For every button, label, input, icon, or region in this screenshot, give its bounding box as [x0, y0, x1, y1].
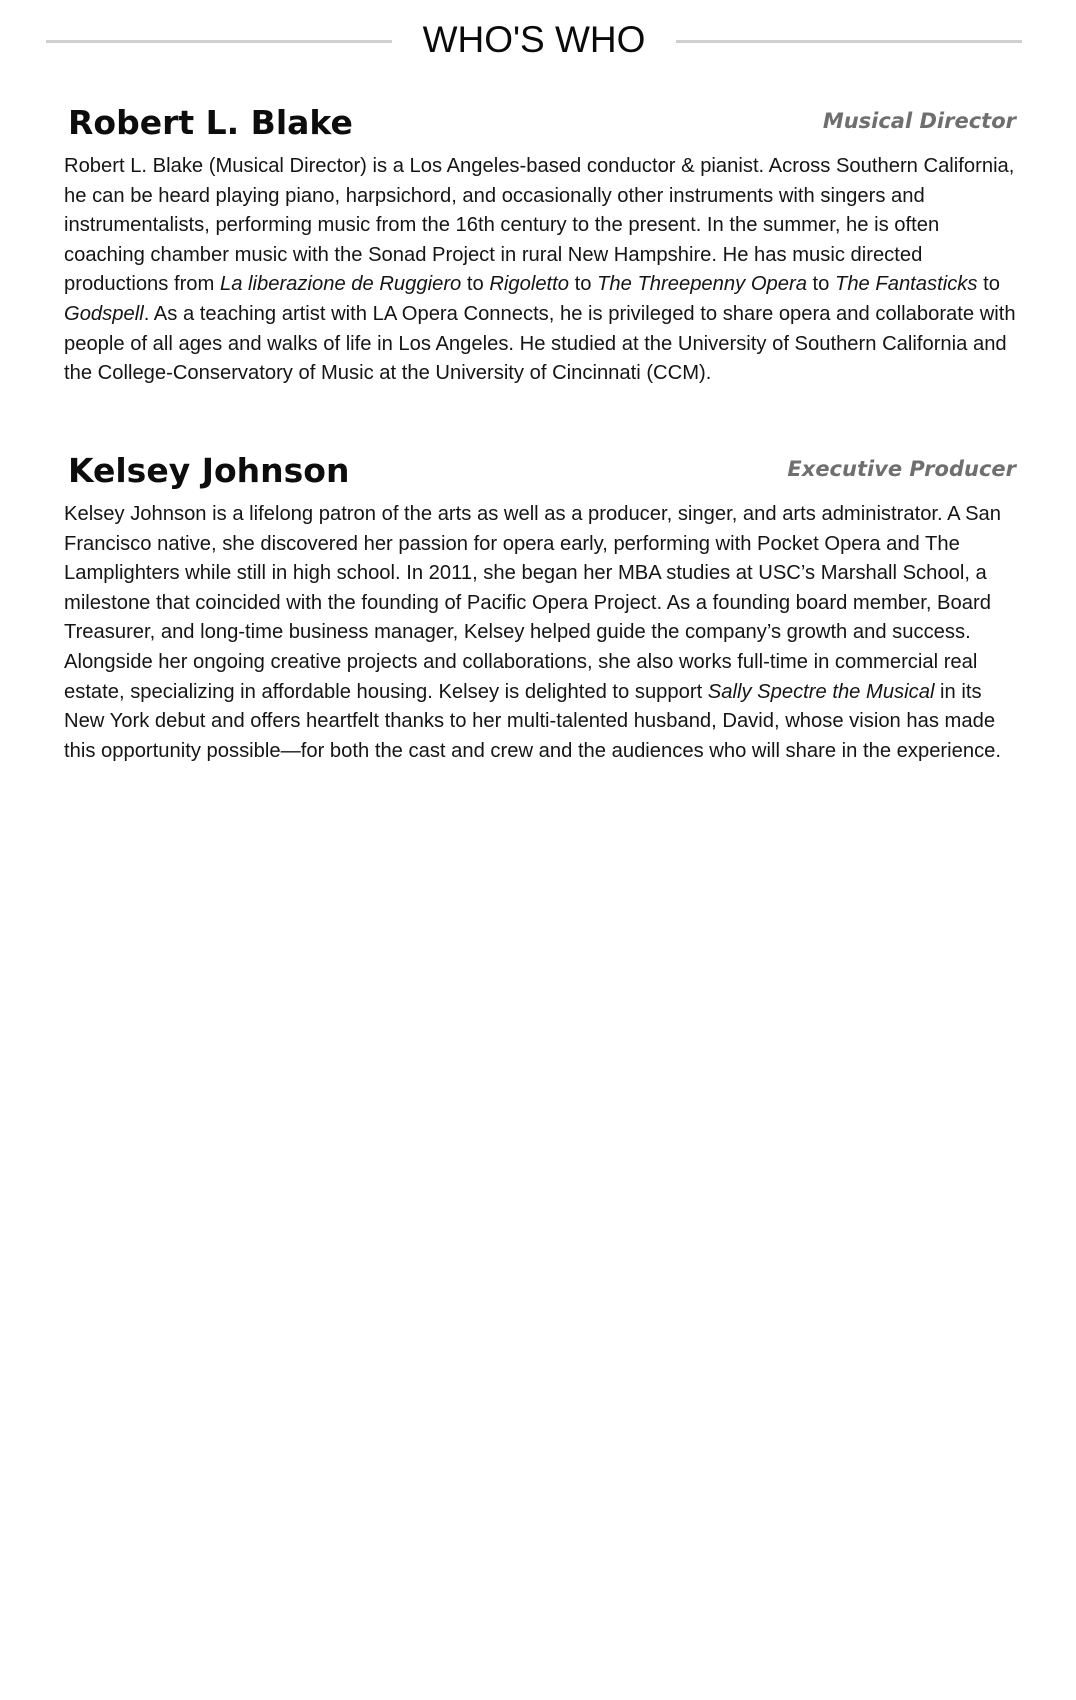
bio-robert-blake: [64, 102, 1024, 389]
bio-text-run: . As a teaching artist with LA Opera Connects, he is privileged to share opera and collaborate with people of all ages and walks of life in Los Angeles. He studied at the University of Southern California and the College-Conservatory of Music at the University of Cincinnati (CCM).: [64, 302, 1016, 385]
bio-title-italic: Sally Spectre the Musical: [707, 680, 935, 703]
bio-name: Robert L. Blake: [68, 103, 353, 142]
header-rule-right: [676, 40, 1022, 43]
bio-title-italic: Rigoletto: [489, 273, 570, 296]
bio-heading: [64, 450, 1024, 496]
bio-text-run: Robert L. Blake (Musical Director) is a Los Angeles-based conductor & pianist. Across Southern California, he can be heard playing piano, harpsichord, and occasionally other instruments with singers and instrumentalists, performing music from the 16th century to the present. In the summer, he is often coaching chamber music with the Sonad Project in rural New Hampshire. He has music directed productions from: [64, 155, 1015, 296]
bio-text-run: in its New York debut and offers heartfelt thanks to her multi-talented husband, David, whose vision has made this opportunity possible—for both the cast and crew and the audiences who will share in the experience.: [64, 680, 1002, 762]
header-rule-left: [46, 40, 392, 43]
bio-role: Executive Producer: [787, 457, 1016, 481]
bio-text-run: to: [806, 273, 835, 296]
bio-role: Musical Director: [822, 109, 1016, 133]
bio-paragraph: [64, 500, 1024, 766]
bio-title-italic: The Threepenny Opera: [597, 273, 807, 296]
bio-kelsey-johnson: [64, 450, 1024, 766]
bio-text-run: to: [569, 273, 598, 296]
bio-title-italic: La liberazione de Ruggiero: [219, 273, 462, 296]
bio-heading: [64, 102, 1024, 148]
bio-paragraph: [64, 152, 1024, 389]
bio-title-italic: Godspell: [64, 302, 144, 325]
page-header: [46, 14, 1022, 68]
bio-name: Kelsey Johnson: [68, 451, 350, 490]
bio-title-italic: The Fantasticks: [835, 273, 978, 296]
bio-text-run: to: [977, 273, 1000, 296]
bio-text-run: Kelsey Johnson is a lifelong patron of the arts as well as a producer, singer, and arts administrator. A San Francisco native, she discovered her passion for opera early, performing with Pocket Opera and The Lamplighters while still in high school. In 2011, she began her MBA studies at USC’s Marshall School, a milestone that coincided with the founding of Pacific Opera Project. As a founding board member, Board Treasurer, and long-time business manager, Kelsey helped guide the company’s growth and success. Alongside her ongoing creative projects and collaborations, she also works full-time in commercial real estate, specializing in affordable housing. Kelsey is delighted to support: [64, 503, 1002, 703]
page-title: WHO'S WHO: [422, 19, 646, 60]
bio-text-run: to: [461, 273, 490, 296]
